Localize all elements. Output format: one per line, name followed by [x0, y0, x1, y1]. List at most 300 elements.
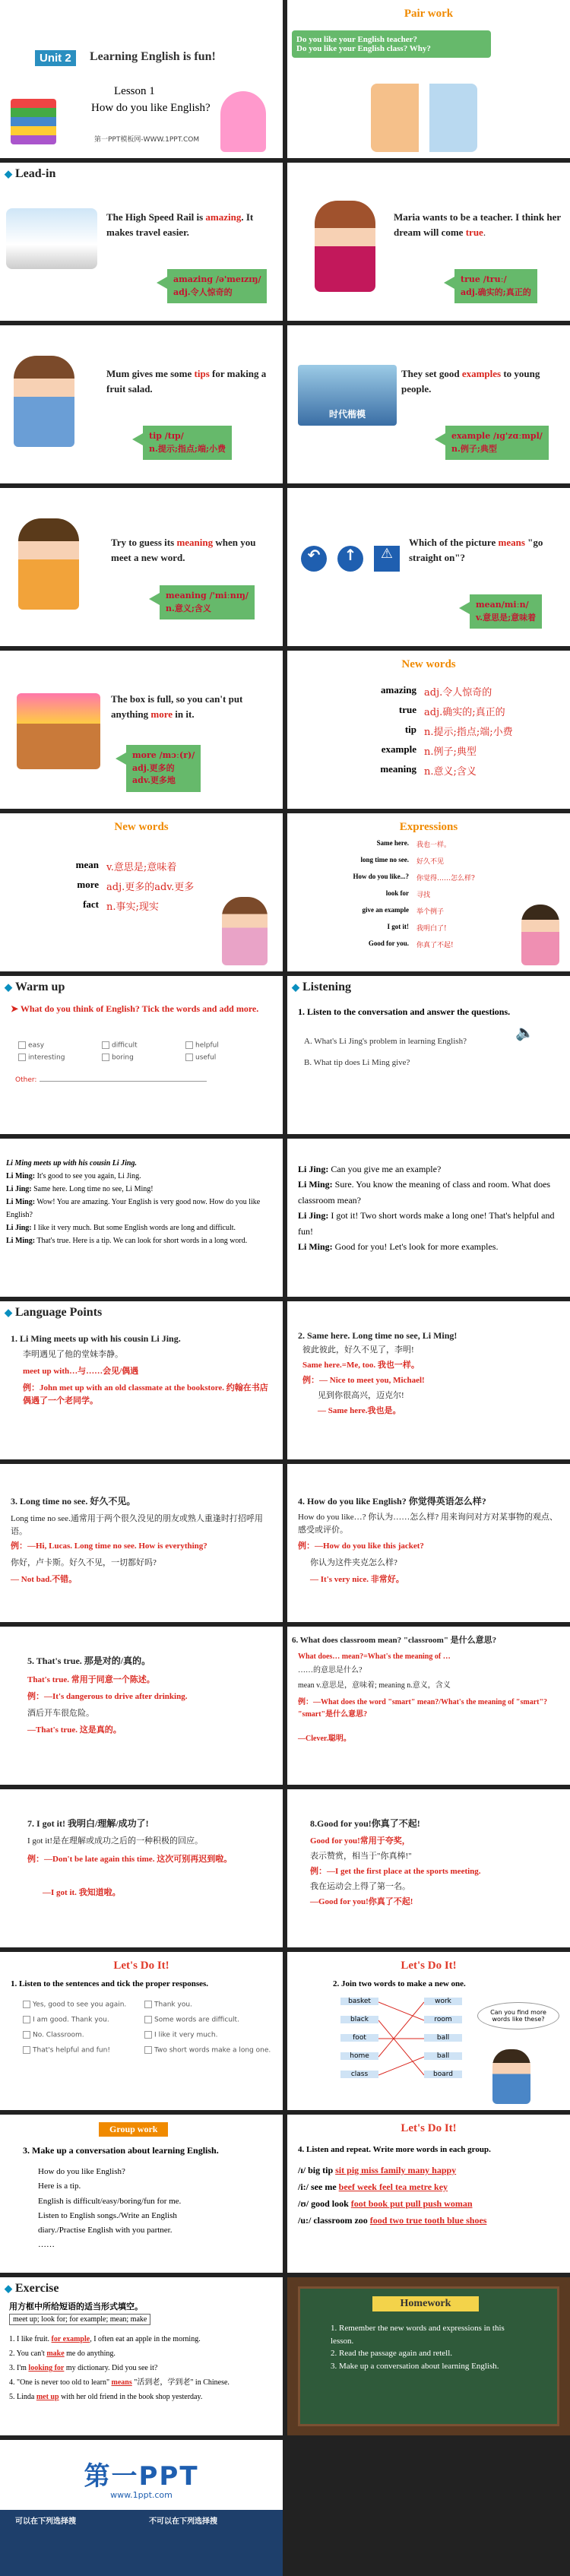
question-bubble — [292, 30, 491, 58]
sentence-part: when you meet a new word. — [111, 537, 256, 564]
response-option — [23, 2016, 109, 2024]
point-example: 例：— Nice to meet you, Michael! — [302, 1376, 425, 1385]
lesson-subtitle: How do you like English? — [91, 102, 211, 114]
think-bubble: Can you find more words like these? — [477, 2002, 559, 2029]
word-term: How do you like...? — [353, 873, 409, 880]
vocab-word: meaning /'miːnɪŋ/ — [166, 591, 249, 600]
highlight-word: means — [498, 537, 525, 548]
phonics-answer: beef week feel tea metre key — [338, 2182, 448, 2192]
word-term: give an example — [362, 906, 409, 914]
utterance: I got it! Two short words make a long one! That's helpful and fun! — [298, 1210, 555, 1237]
model-image-caption: 时代楷模 — [328, 409, 366, 420]
checkbox[interactable] — [144, 2016, 152, 2023]
utterance: Same here. Long time no see, Li Ming! — [31, 1185, 154, 1193]
checkbox[interactable] — [23, 2046, 30, 2054]
highlight-word: meaning — [176, 537, 214, 548]
prompt-line: How do you like English? — [38, 2167, 125, 2176]
vocab-word: amazing /ə'meɪzɪŋ/ — [173, 274, 261, 284]
point-heading: 7. I got it! 我明白/理解/成功了! — [27, 1818, 149, 1829]
prompt-line: Listen to English songs./Write an English — [38, 2210, 177, 2220]
word-term: long time no see. — [360, 856, 409, 863]
word-term: true — [398, 704, 416, 715]
tick-option-label: useful — [195, 1054, 217, 1062]
exercise-answer: for example — [51, 2335, 90, 2343]
exercise-line — [9, 2375, 275, 2390]
word-meaning: n.意义;含义 — [424, 766, 477, 778]
point-explain: That's true. 常用于同意一个陈述。 — [27, 1675, 155, 1684]
tick-option-label: helpful — [195, 1041, 219, 1050]
homework-item: 1. Remember the new words and expressions in this lesson. — [331, 2324, 505, 2346]
vocab-meaning: n.意义;含义 — [166, 603, 211, 613]
panel-left-title: 可以在下列选择搜 — [15, 2517, 76, 2526]
word-meaning: 好久不见 — [416, 858, 445, 866]
site-label: 第一PPT模板网-WWW.1PPT.COM — [94, 136, 200, 144]
response-option-label: Two short words make a long one. — [154, 2046, 271, 2055]
utterance: It's good to see you again, Li Jing. — [35, 1172, 141, 1180]
match-line — [378, 2057, 424, 2075]
exercise-tag: ◆ Exercise — [5, 2282, 59, 2296]
point-phrase: meet up with…与……会见/偶遇 — [23, 1367, 139, 1376]
exercise-line — [9, 2390, 275, 2404]
word-right: work — [424, 1998, 462, 2005]
boy-illustration — [492, 2049, 530, 2104]
sentence-part: Maria wants to be a teacher. I think her dream will come — [394, 211, 561, 239]
word-term: fact — [83, 898, 99, 910]
phonics-row — [298, 2165, 456, 2176]
checkbox[interactable] — [102, 1041, 109, 1049]
word-term: example — [381, 743, 416, 755]
expressions-title: Expressions — [399, 821, 458, 833]
highlight-word: true — [465, 227, 483, 239]
response-option — [144, 2016, 239, 2024]
tick-option — [185, 1041, 219, 1050]
point-example-cn: 见到你很高兴，迈克尔! — [318, 1391, 404, 1400]
unit-badge: Unit 2 — [35, 50, 76, 66]
phonics-answer: foot book put pull push woman — [350, 2198, 473, 2209]
word-meaning: 你真了不起! — [416, 942, 454, 949]
word-left: foot — [340, 2034, 378, 2042]
vocab-meaning: n.提示;指点;端;小费 — [149, 443, 226, 454]
slide-language-point-6 — [287, 1627, 570, 1785]
activity-question: 4. Listen and repeat. Write more words in each group. — [298, 2145, 491, 2154]
checkbox[interactable] — [23, 2016, 30, 2023]
word-meaning: adj.更多的adv.更多 — [106, 882, 195, 893]
dialogue — [6, 1157, 277, 1247]
dialogue-line — [298, 1161, 564, 1177]
slide-language-point-2 — [287, 1301, 570, 1459]
phonics-row — [298, 2215, 486, 2226]
response-option-label: That's helpful and fun! — [33, 2046, 110, 2055]
prompt-line: English is difficult/easy/boring/fun for me. — [38, 2196, 182, 2206]
point-heading: 4. How do you like English? 你觉得英语怎么样? — [298, 1496, 486, 1507]
point-example-reply: —I got it. 我知道啦。 — [43, 1888, 121, 1897]
speaker: Li Ming: — [6, 1172, 36, 1180]
activity-question: 1. Listen to the sentences and tick the proper responses. — [11, 1979, 209, 1988]
slide-lets-do-it-4 — [287, 2115, 570, 2273]
vocab-meaning: adj.更多的 — [132, 762, 175, 773]
utterance: That's true. Here is a tip. We can look for short words in a long word. — [35, 1237, 248, 1245]
point-heading: 2. Same here. Long time no see, Li Ming! — [298, 1330, 458, 1341]
match-line — [378, 2020, 424, 2075]
slide-warm-up — [0, 976, 283, 1134]
sentence — [401, 366, 564, 397]
listening-question: 1. Listen to the conversation and answer the questions. — [298, 1006, 511, 1017]
point-example: 例：—What does the word "smart" mean?/What's the meaning of "smart"? "smart"是什么意思? — [298, 1698, 548, 1719]
point-example-reply: —That's true. 这是真的。 — [27, 1725, 122, 1735]
dialogue-line — [6, 1196, 277, 1221]
slide-examples — [287, 325, 570, 483]
utterance: Wow! You are amazing. Your English is very good now. How do you like English? — [6, 1198, 261, 1219]
tick-option-label: interesting — [28, 1054, 65, 1062]
lets-do-it-title: Let's Do It! — [113, 1960, 169, 1972]
sentence — [106, 210, 274, 240]
lead-in-tag: ◆ Lead-in — [5, 167, 55, 181]
phonics-sound: /ʊ/ good look — [298, 2198, 351, 2209]
exercise-line — [9, 2361, 275, 2375]
slide-lets-do-it-2 — [287, 1952, 570, 2110]
conversation-prompts — [38, 2165, 274, 2253]
point-example-cn: 你好，卢卡斯。好久不见，一切都好吗? — [11, 1558, 157, 1567]
slide-language-point-4 — [287, 1464, 570, 1622]
teacher-image — [315, 201, 375, 292]
word-left: black — [340, 2016, 378, 2023]
checkbox[interactable] — [144, 2001, 152, 2008]
checkbox[interactable] — [185, 1041, 193, 1049]
point-example: 例：—Hi, Lucas. Long time no see. How is everything? — [11, 1541, 207, 1551]
response-option-label: I like it very much. — [154, 2031, 218, 2039]
other-text: Other: — [15, 1076, 37, 1084]
link-panel — [0, 2510, 283, 2576]
word-meaning: 你觉得……怎么样? — [416, 875, 475, 882]
girl-illustration — [222, 897, 268, 965]
slide-title — [0, 0, 283, 158]
speaker: Li Ming: — [6, 1237, 36, 1245]
exercise-text: my dictionary. Did you see it? — [64, 2364, 158, 2372]
point-example-cn: 我在运动会上得了第一名。 — [310, 1882, 410, 1891]
dialogue-line — [6, 1183, 277, 1196]
point-example-cn: 你认为这件夹克怎么样? — [310, 1558, 397, 1567]
children-illustration — [371, 84, 477, 152]
slide-listening — [287, 976, 570, 1134]
pair-work-title: Pair work — [404, 8, 454, 20]
speaker: Li Jing: — [298, 1164, 329, 1174]
checkbox[interactable] — [23, 2031, 30, 2039]
response-option — [144, 2046, 271, 2055]
point-example: 例：—It's dangerous to drive after drinking. — [27, 1692, 188, 1701]
slide-homework — [287, 2277, 570, 2435]
word-meaning: n.例子;典型 — [424, 746, 477, 758]
point-example: 例：—I get the first place at the sports meeting. — [310, 1867, 481, 1876]
mum-image — [14, 356, 74, 447]
dialogue — [298, 1161, 564, 1254]
activity-question: 3. Make up a conversation about learning English. — [23, 2145, 219, 2156]
phonics-answer: food two true tooth blue shoes — [369, 2215, 487, 2226]
word-meaning: v.意思是;意味着 — [106, 862, 177, 873]
dialogue-line — [6, 1157, 277, 1170]
model-image — [298, 365, 397, 426]
exercise-lines — [9, 2332, 275, 2404]
checkbox[interactable] — [144, 2046, 152, 2054]
vocab-meaning: v.意思是;意味着 — [476, 612, 537, 623]
point-heading: 8.Good for you!你真了不起! — [310, 1818, 420, 1829]
response-option — [23, 2046, 110, 2055]
word-right: board — [424, 2071, 462, 2078]
point-heading: 1. Li Ming meets up with his cousin Li Jing. — [11, 1333, 181, 1344]
point-phrase: Same here.=Me, too. 我也一样。 — [302, 1361, 420, 1370]
train-image — [6, 208, 97, 269]
homework-item: 3. Make up a conversation about learning English. — [331, 2361, 499, 2371]
warmup-question-text: What do you think of English? Tick the words and add more. — [20, 1003, 259, 1014]
sentence-part: Mum gives me some — [106, 368, 195, 379]
response-option-label: Thank you. — [154, 2001, 192, 2009]
new-words-title: New words — [401, 658, 456, 670]
exercise-instruction: 用方框中所给短语的适当形式填空。 — [9, 2302, 143, 2311]
point-example-reply: —Good for you!你真了不起! — [310, 1897, 413, 1906]
exercise-text: "活到老，学到老" in Chinese. — [131, 2378, 230, 2387]
exercise-answer: looking for — [28, 2364, 65, 2372]
point-explain: I got it!是在理解或成功之后的一种积极的回应。 — [27, 1836, 203, 1846]
checkbox[interactable] — [18, 1041, 26, 1049]
slide-lead-in-amazing — [0, 163, 283, 321]
word-left: home — [340, 2052, 378, 2060]
point-heading: 5. That's true. 那是对的/真的。 — [27, 1656, 151, 1666]
word-term: mean — [75, 859, 99, 870]
other-label — [15, 1076, 207, 1084]
question-b: B. What tip does Li Ming give? — [304, 1058, 410, 1067]
prompt-line: Here is a tip. — [38, 2182, 81, 2191]
brand-url[interactable]: www.1ppt.com — [110, 2490, 173, 2500]
tick-option — [102, 1041, 138, 1050]
point-note: mean v.意思是，意味着; meaning n.意义，含义 — [298, 1681, 451, 1690]
word-meaning: 寻找 — [416, 892, 431, 899]
point-example-reply: — It's very nice. 非常好。 — [310, 1575, 404, 1584]
exercise-text: 4. "One is never too old to learn" — [9, 2378, 112, 2387]
slide-language-point-1 — [0, 1301, 283, 1459]
sentence — [111, 692, 278, 722]
sentence-part: The box is full, so you can't put anything — [111, 693, 243, 721]
vocab-meaning: adj.确实的;真正的 — [461, 287, 531, 297]
sentence-part: . It makes travel easier. — [106, 211, 254, 239]
sentence-part: to young people. — [401, 368, 540, 395]
vocab-word: example /ɪɡ'zɑːmpl/ — [451, 431, 543, 441]
slide-new-words-1 — [287, 651, 570, 809]
sentence-part: They set good — [401, 368, 462, 379]
speaker: Li Jing: — [298, 1210, 329, 1221]
panel-right-title: 不可以在下列选择搜 — [149, 2517, 217, 2526]
checkbox[interactable] — [144, 2031, 152, 2039]
point-explain: What does… mean?=What's the meaning of … — [298, 1652, 451, 1661]
slide-exercise — [0, 2277, 283, 2435]
checkbox[interactable] — [185, 1054, 193, 1061]
word-right: ball — [424, 2034, 462, 2042]
word-term: look for — [385, 889, 409, 897]
response-option — [144, 2001, 192, 2009]
point-example: 例：John met up with an old classmate at the bookstore. 约翰在书店偶遇了一个老同学。 — [23, 1383, 268, 1406]
exercise-text: with her old friend in the book shop yesterday. — [59, 2393, 203, 2401]
phonics-sound: /u:/ classroom zoo — [298, 2215, 370, 2226]
speaker: Li Ming: — [6, 1198, 36, 1206]
word-left: class — [340, 2071, 378, 2078]
homework-items — [331, 2322, 521, 2372]
sentence-part: in it. — [173, 708, 195, 721]
books-illustration — [11, 99, 56, 144]
exercise-text: me do anything. — [64, 2349, 116, 2358]
speaker: Li Ming: — [298, 1179, 333, 1190]
speaker: Li Jing: — [6, 1185, 32, 1193]
vocab-bubble — [160, 585, 255, 619]
slide-lets-do-it-1 — [0, 1952, 283, 2110]
phonics-sound: /i:/ see me — [298, 2182, 339, 2192]
sentence — [409, 535, 565, 566]
sentence — [106, 366, 274, 397]
checkbox[interactable] — [102, 1054, 109, 1061]
vocab-meaning: adv.更多地 — [132, 775, 176, 785]
slide-dialogue-2 — [287, 1139, 570, 1297]
point-heading: 3. Long time no see. 好久不见。 — [11, 1496, 136, 1507]
exercise-answer: means — [111, 2378, 132, 2387]
tick-option-label: boring — [112, 1054, 134, 1062]
response-option-label: I am good. Thank you. — [33, 2016, 109, 2024]
word-left: basket — [340, 1998, 378, 2005]
word-right: room — [424, 2016, 462, 2023]
highlight-word: amazing — [205, 211, 242, 223]
vocab-meaning: adj.令人惊奇的 — [173, 287, 233, 297]
word-meaning: 举个例子 — [416, 908, 445, 916]
point-explain-cn: ……的意思是什么? — [298, 1666, 363, 1675]
word-meaning: 我明白了! — [416, 925, 447, 933]
response-option-label: Some words are difficult. — [154, 2016, 239, 2024]
checkbox[interactable] — [18, 1054, 26, 1061]
utterance: Good for you! Let's look for more examples. — [332, 1240, 499, 1252]
tick-option — [102, 1054, 134, 1062]
point-example: 例：—How do you like this jacket? — [298, 1541, 424, 1551]
boy-image — [18, 518, 79, 610]
slide-language-point-3 — [0, 1464, 283, 1622]
dialogue-line — [6, 1234, 277, 1247]
point-example-reply: — Not bad.不错。 — [11, 1575, 78, 1584]
point-translation: 李明遇见了他的堂妹李静。 — [23, 1350, 123, 1359]
exercise-text: 2. You can't — [9, 2349, 47, 2358]
utterance: Can you give me an example? — [328, 1164, 442, 1174]
question-1: Do you like your English teacher? — [296, 35, 418, 44]
dialogue-line — [6, 1170, 277, 1183]
vocab-bubble — [454, 269, 537, 303]
dialogue-line — [298, 1239, 564, 1254]
response-option — [23, 2001, 126, 2009]
slide-meaning — [0, 488, 283, 646]
tick-option — [18, 1041, 44, 1050]
vocab-word: mean/miːn/ — [476, 600, 529, 610]
chalkboard — [298, 2286, 559, 2426]
utterance: Sure. You know the meaning of class and room. What does classroom mean? — [298, 1179, 551, 1206]
exercise-answer: met up — [36, 2393, 59, 2401]
word-meaning: n.提示;指点;端;小费 — [424, 727, 513, 738]
match-line — [378, 2002, 424, 2020]
vocab-bubble — [470, 594, 542, 629]
group-work-title: Group work — [99, 2122, 168, 2137]
vocab-bubble — [143, 426, 232, 460]
point-translation: 彼此彼此，好久不见了，李明! — [302, 1345, 414, 1355]
vocab-word: more /mɔː(r)/ — [132, 750, 195, 760]
match-lines — [378, 1998, 424, 2096]
listening-tag: ◆ Listening — [292, 981, 351, 994]
narration: Li Ming meets up with his cousin Li Jing. — [6, 1159, 137, 1168]
exercise-line — [9, 2332, 275, 2346]
word-meaning: 我也一样。 — [416, 841, 451, 849]
kids-illustration — [220, 91, 266, 152]
response-option-label: Yes, good to see you again. — [33, 2001, 127, 2009]
homework-title: Homework — [372, 2296, 479, 2311]
phonics-row — [298, 2198, 473, 2210]
word-term: tip — [404, 724, 416, 735]
slide-dialogue-1 — [0, 1139, 283, 1297]
word-meaning: n.事实;现实 — [106, 901, 159, 913]
language-points-tag: ◆ Language Points — [5, 1306, 102, 1320]
word-term: I got it! — [387, 923, 409, 930]
slide-tips — [0, 325, 283, 483]
unit-title: Learning English is fun! — [90, 50, 216, 63]
warmup-question: ➤ What do you think of English? Tick the words and add more. — [11, 1003, 259, 1014]
word-term: meaning — [380, 763, 416, 775]
new-words-title: New words — [114, 821, 169, 833]
prompt-line: …… — [38, 2240, 55, 2250]
phrase-box: meet up; look for; for example; mean; make — [9, 2314, 150, 2325]
word-term: Same here. — [376, 839, 409, 847]
slide-pair-work — [287, 0, 570, 158]
speaker-icon[interactable]: 🔈 — [515, 1023, 534, 1041]
match-line — [378, 2002, 424, 2057]
vocab-meaning: n.例子;典型 — [451, 443, 497, 454]
point-heading: 6. What does classroom mean? "classroom" 是什么意思? — [292, 1636, 497, 1645]
vocab-bubble — [167, 269, 267, 303]
point-example-reply: — Same here.我也是。 — [318, 1406, 401, 1415]
word-term: more — [77, 879, 99, 890]
tick-option — [185, 1054, 216, 1062]
exercise-text: 3. I'm — [9, 2364, 29, 2372]
activity-question: 2. Join two words to make a new one. — [333, 1979, 466, 1988]
sentence-part: The High Speed Rail is — [106, 211, 206, 223]
slide-group-work — [0, 2115, 283, 2273]
sentence-part: "go straight on"? — [409, 537, 543, 564]
exercise-answer: make — [46, 2349, 65, 2358]
phonics-row — [298, 2182, 448, 2193]
lets-do-it-title: Let's Do It! — [401, 2122, 457, 2134]
slide-expressions — [287, 813, 570, 971]
sign-uturn-icon: ↶ — [301, 546, 327, 572]
slide-language-point-7 — [0, 1789, 283, 1947]
phonics-answer: sit pig miss family many happy — [335, 2165, 457, 2175]
prompt-line: diary./Practise English with you partner. — [38, 2226, 173, 2235]
vocab-bubble — [445, 426, 549, 460]
response-option-label: No. Classroom. — [33, 2031, 84, 2039]
dialogue-line — [6, 1221, 277, 1234]
sentence — [111, 535, 278, 566]
vocab-word: true /truː/ — [461, 274, 507, 284]
word-term: amazing — [381, 684, 416, 695]
exercise-line — [9, 2346, 275, 2361]
slide-true — [287, 163, 570, 321]
exercise-text: 1. I like fruit. — [9, 2335, 52, 2343]
word-term: Good for you. — [368, 939, 409, 947]
lets-do-it-title: Let's Do It! — [401, 1960, 457, 1972]
word-meaning: adj.确实的;真正的 — [424, 707, 505, 718]
exercise-text: , I often eat an apple in the morning. — [90, 2335, 201, 2343]
slide-means — [287, 488, 570, 646]
lesson-label: Lesson 1 — [114, 85, 155, 97]
vocab-word: tip /tɪp/ — [149, 431, 184, 441]
checkbox[interactable] — [23, 2001, 30, 2008]
question-a: A. What's Li Jing's problem in learning English? — [304, 1037, 467, 1046]
